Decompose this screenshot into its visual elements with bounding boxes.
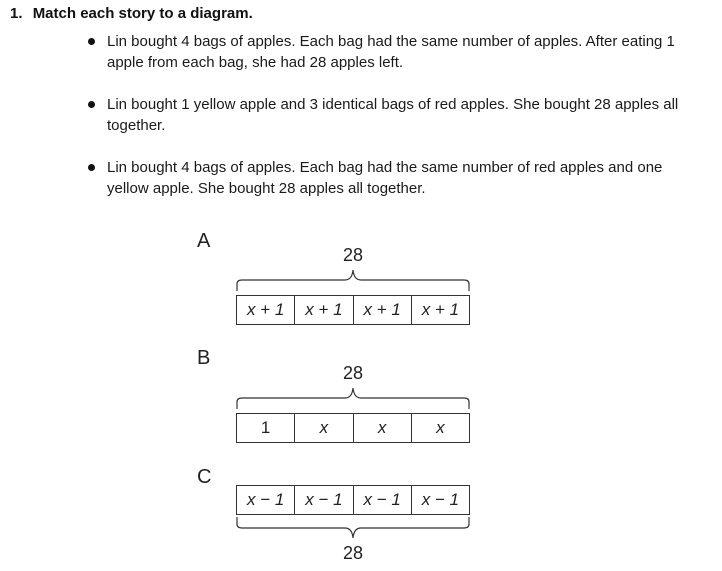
tape-cell: x − 1 xyxy=(237,486,295,514)
tape-cell: x + 1 xyxy=(354,296,412,324)
bullet-icon xyxy=(88,101,95,108)
tape-cell: 1 xyxy=(237,414,295,442)
tape-diagram-b xyxy=(236,413,470,443)
brace-above-icon xyxy=(236,384,470,410)
tape-cell: x + 1 xyxy=(421,300,460,319)
bullet-icon xyxy=(88,38,95,45)
diagram-a-label: A xyxy=(197,230,211,252)
story-text: Lin bought 1 yellow apple and 3 identical bags of red apples. She bought 28 apples all together. xyxy=(107,96,679,134)
tape-cell: x − 1 xyxy=(295,486,353,514)
tape-cell: x xyxy=(354,414,412,442)
brace-below-icon xyxy=(236,516,470,542)
diagram-a-total: 28 xyxy=(342,245,364,265)
tape-cell: x xyxy=(295,414,353,442)
tape-cell: x + 1 xyxy=(237,296,295,324)
story-item xyxy=(88,157,688,199)
diagram-c-label: C xyxy=(197,466,212,488)
tape-cell: x + 1 xyxy=(295,296,353,324)
diagram-b-label: B xyxy=(197,347,211,369)
diagram-b-total: 28 xyxy=(342,363,364,383)
diagram-c-total: 28 xyxy=(342,543,364,563)
story-item xyxy=(88,94,688,136)
story-text: Lin bought 4 bags of apples. Each bag had the same number of apples. After eating 1 apple from each bag, she had 28 apples left. xyxy=(107,33,675,71)
tape-cell: x xyxy=(436,418,445,437)
tape-cell: x − 1 xyxy=(354,486,412,514)
brace-above-icon xyxy=(236,266,470,292)
question-title xyxy=(10,5,253,22)
question-number: 1. xyxy=(10,5,23,22)
tape-cell: x − 1 xyxy=(421,490,460,509)
tape-diagram-a xyxy=(236,295,470,325)
tape-diagram-c xyxy=(236,485,470,515)
story-text: Lin bought 4 bags of apples. Each bag had the same number of red apples and one yellow apple. She bought 28 apples all together. xyxy=(107,159,663,197)
bullet-icon xyxy=(88,164,95,171)
question-prompt: Match each story to a diagram. xyxy=(32,5,253,22)
story-item xyxy=(88,31,688,73)
